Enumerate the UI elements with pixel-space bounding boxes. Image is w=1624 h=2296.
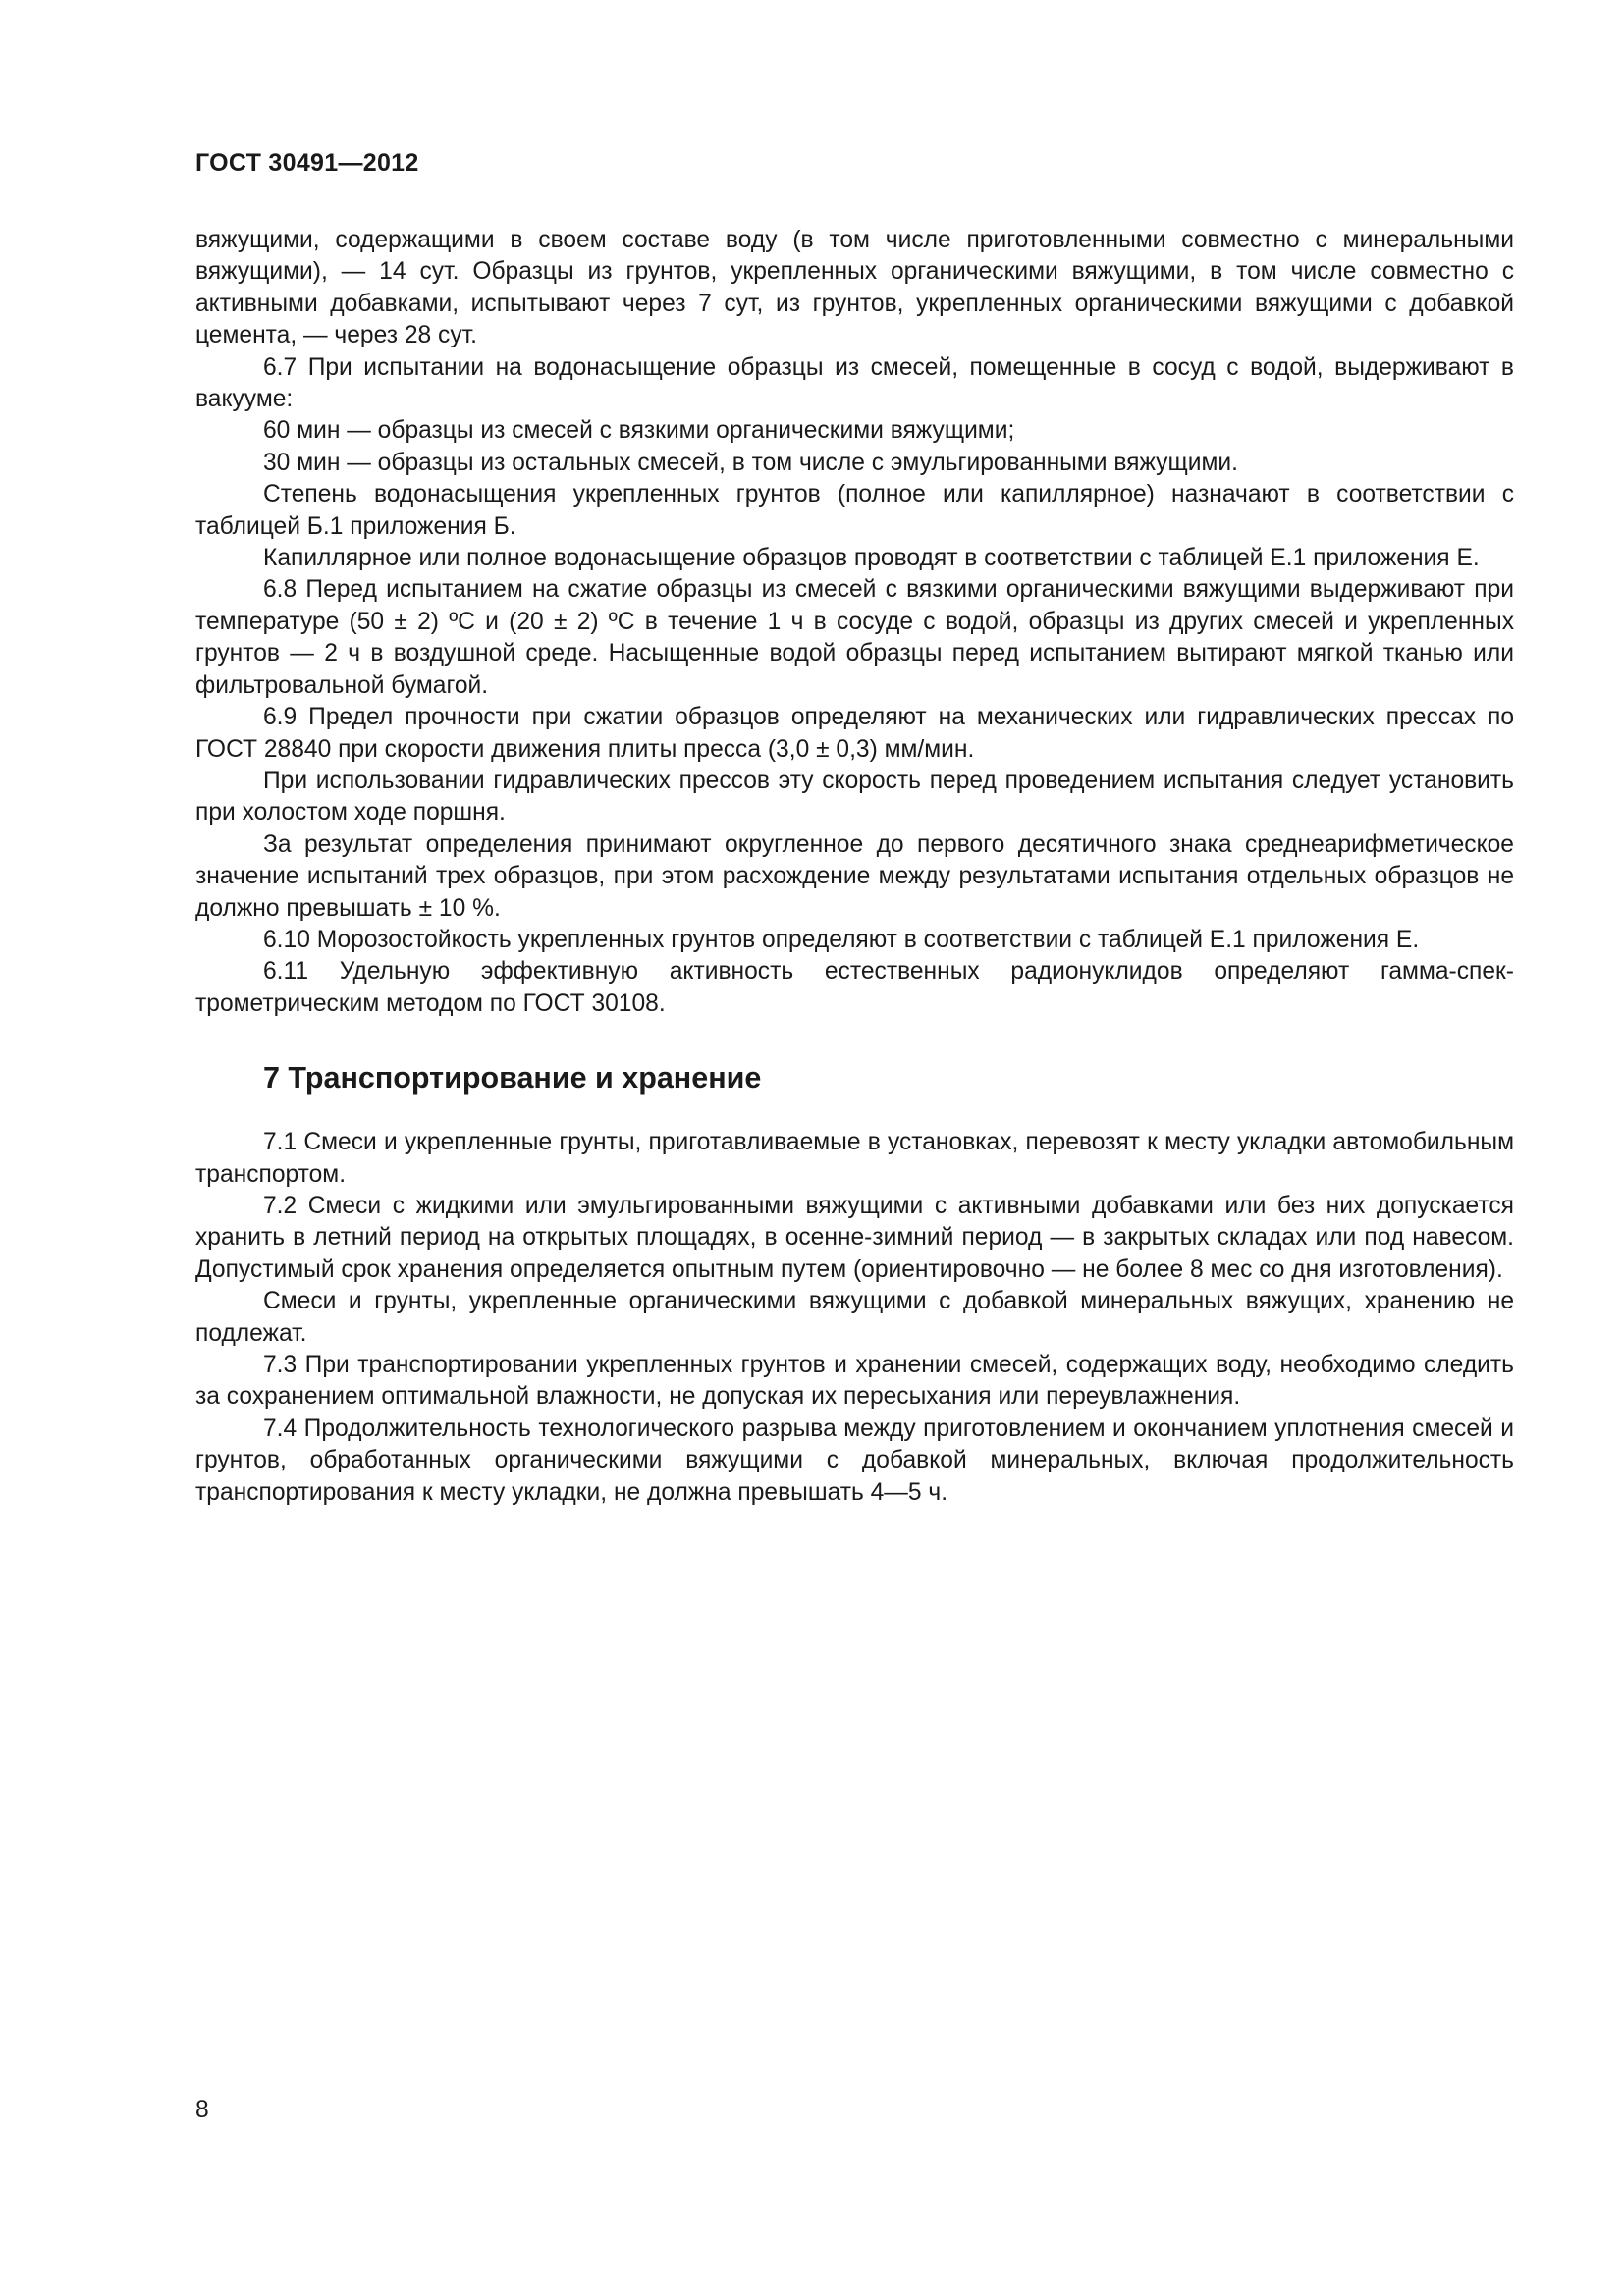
paragraph-6-9-hydraulic: При использовании гидравлических прессов эту скорость перед проведением испытания следует установить при холостом ходе поршня. xyxy=(195,767,1514,827)
paragraph-6-9-result: За результат определения принимают округленное до первого десятичного знака среднеарифметическое значение испытаний трех образцов, при этом расхождение между результатами испытания отдельных образцов не должно превышать ± 10 %. xyxy=(195,830,1514,922)
document-body xyxy=(195,225,1514,1509)
paragraph-6-7-item-60min: 60 мин — образцы из смесей с вязкими органическими вяжущими; xyxy=(263,417,1015,445)
paragraph-6-10: 6.10 Морозостойкость укрепленных грунтов определяют в соответствии с таблицей Е.1 приложения Е. xyxy=(263,926,1420,953)
paragraph-6-7-saturation-degree: Степень водонасыщения укрепленных грунтов (полное или капиллярное) назначают в соответствии с таблицей Б.1 приложения Б. xyxy=(195,481,1514,540)
paragraph-6-7: 6.7 При испытании на водонасыщение образцы из смесей, помещенные в сосуд с водой, выдерживают в вакууме: xyxy=(195,353,1514,413)
paragraph-6-7-saturation-method: Капиллярное или полное водонасыщение образцов проводят в соответствии с таблицей Е.1 приложения Е. xyxy=(263,545,1480,572)
document-id-header: ГОСТ 30491—2012 xyxy=(195,149,419,177)
paragraph-6-7-item-30min: 30 мин — образцы из остальных смесей, в том числе с эмульгированными вяжущими. xyxy=(263,449,1238,476)
page-number: 8 xyxy=(195,2097,209,2123)
paragraph-7-2: 7.2 Смеси с жидкими или эмульгированными вяжущими с активными добавками или без них допускается хранить в летний период на открытых площадях, в осенне-зимний период — в закрытых складах или под навесом. Допустимый срок хранения определяется опытным путем (ориентировочно — не более 8 мес со дня изготовления). xyxy=(195,1192,1514,1283)
paragraph-6-11: 6.11 Удельную эффективную активность естественных радионуклидов определяют гамма-спектрометрическим методом по ГОСТ 30108. xyxy=(195,958,1514,1017)
paragraph-continuation: вяжущими, содержащими в своем составе воду (в том числе приготовленными совместно с минеральными вяжущими), — 14 сут. Образцы из грунтов, укрепленных органическими вяжущими, в том числе совместно с активными добавками, испытывают через 7 сут, из грунтов, укрепленных органическими вяжущими с добавкой цемента, — через 28 сут. xyxy=(195,227,1514,349)
paragraph-6-9: 6.9 Предел прочности при сжатии образцов определяют на механических или гидравлических прессах по ГОСТ 28840 при скорости движения плиты пресса (3,0 ± 0,3) мм/мин. xyxy=(195,704,1514,763)
paragraph-7-1: 7.1 Смеси и укрепленные грунты, приготавливаемые в установках, перевозят к месту укладки автомобильным транспортом. xyxy=(195,1129,1514,1188)
paragraph-7-2-storage: Смеси и грунты, укрепленные органическими вяжущими с добавкой минеральных вяжущих, хранению не подлежат. xyxy=(195,1288,1514,1347)
paragraph-6-8: 6.8 Перед испытанием на сжатие образцы из смесей с вязкими органическими вяжущими выдерживают при температуре (50 ± 2) ºС и (20 ± 2) ºС в течение 1 ч в сосуде с водой, образцы из других смесей и укрепленных грунтов — 2 ч в воздушной среде. Насыщенные водой образцы перед испытанием вытирают мягкой тканью или фильтровальной бумагой. xyxy=(195,576,1514,699)
paragraph-7-4: 7.4 Продолжительность технологического разрыва между приготовлением и окончанием уплотнения смесей и грунтов, обработанных органическими вяжущими с добавкой минеральных, включая продолжительность транспортирования к месту укладки, не должна превышать 4—5 ч. xyxy=(195,1415,1514,1506)
section-7-heading: 7 Транспортирование и хранение xyxy=(263,1061,762,1095)
paragraph-7-3: 7.3 При транспортировании укрепленных грунтов и хранении смесей, содержащих воду, необходимо следить за сохранением оптимальной влажности, не допуская их пересыхания или переувлажнения. xyxy=(195,1352,1514,1411)
